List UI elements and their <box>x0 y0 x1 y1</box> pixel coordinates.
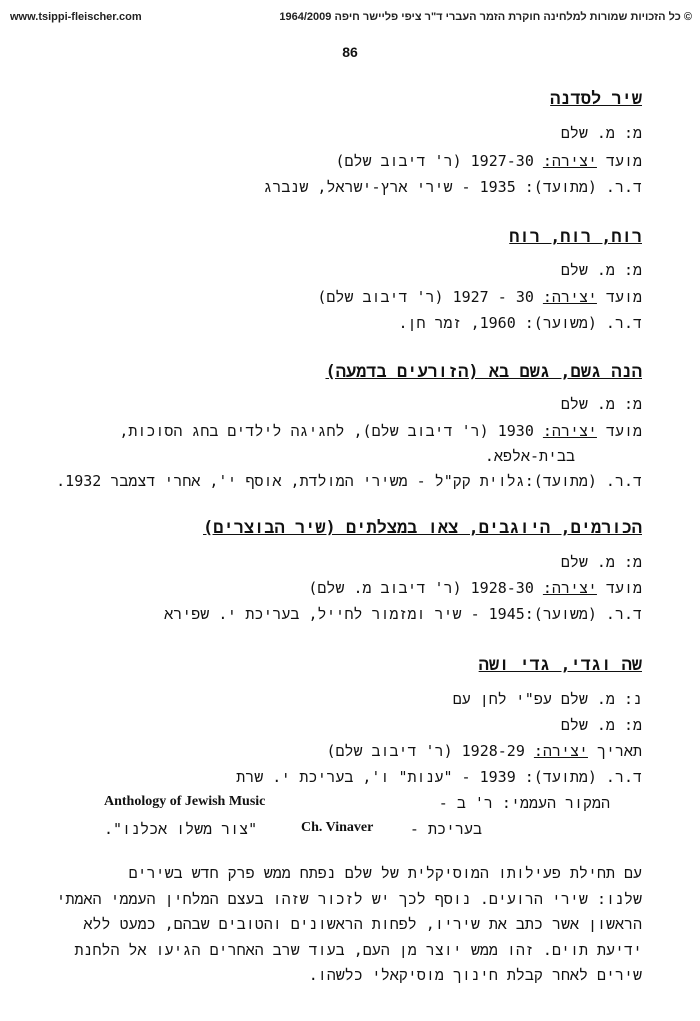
source-line: בעריכת - <box>409 820 482 838</box>
song-line: מועד יצירה: 1928-30 (ר' דיבוב מ. שלם) <box>308 579 642 597</box>
song-title: הנה גשם, גשם בא (הזורעים בדמעה) <box>325 362 642 382</box>
paragraph-line: שירים לאחר קבלת חינוך מוסיקאלי כלשהו. <box>308 966 642 984</box>
song-line: מועד יצירה: 30 - 1927 (ר' דיבוב שלם) <box>317 288 642 306</box>
song-title: רוח, רוח, רוח <box>509 227 642 247</box>
song-line: תאריך יצירה: 1928-29 (ר' דיבוב שלם) <box>326 742 642 760</box>
source-editor: Ch. Vinaver <box>301 820 374 835</box>
song-line: מועד יצירה: 1930 (ר' דיבוב שלם), לחגיגה לילדים בחג הסוכות, <box>119 422 642 440</box>
song-line: ד.ר. (מתועד):גלוית קק"ל - משירי המולדת, אוסף י', אחרי דצמבר 1932. <box>56 472 642 490</box>
song-title: שיר לסדנה <box>550 89 642 109</box>
song-line: מ: מ. שלם <box>560 553 642 571</box>
website-url: www.tsippi-fleischer.com <box>10 11 142 23</box>
song-line: ד.ר. (מתועד): 1935 - שירי ארץ-ישראל, שנברג <box>263 178 642 196</box>
copyright-notice: © כל הזכויות שמורות למלחינה חוקרת הזמר העברי ד"ר ציפי פליישר חיפה 1964/2009 <box>279 11 692 23</box>
paragraph-line: שלנו: שירי הרועים. נוסף לכך יש לזכור שזהו בעצם המלחין העממי האמתי <box>56 889 642 908</box>
song-line: ד.ר. (משוער):1945 - שיר ומזמור לחייל, בעריכת י. שפירא <box>164 605 642 623</box>
song-line: מועד יצירה: 1927-30 (ר' דיבוב שלם) <box>335 152 642 170</box>
source-line: המקור העממי: ר' ב - <box>438 794 610 812</box>
song-line: מ: מ. שלם <box>560 124 642 142</box>
song-line: בבית-אלפא. <box>484 447 575 465</box>
song-line: מ: מ. שלם <box>560 395 642 413</box>
source-song-title: "צור משלו אכלנו". <box>104 820 258 838</box>
song-title: שה וגדי, גדי ושה <box>478 655 642 675</box>
song-line: ד.ר. (מתועד): 1939 - "ענות" ו', בעריכת י. שרת <box>236 768 642 786</box>
song-line: מ: מ. שלם <box>560 716 642 734</box>
paragraph-line: עם תחילת פעילותו המוסיקלית של שלם נפתח ממש פרק חדש בשירים <box>128 864 642 882</box>
song-line: נ: מ. שלם עפ"י לחן עם <box>452 690 642 708</box>
song-line: ד.ר. (משוער): 1960, זמר חן. <box>398 314 642 332</box>
song-line: מ: מ. שלם <box>560 261 642 279</box>
body-paragraph <box>52 861 642 989</box>
song-title: הכורמים, היוגבים, צאו במצלתים (שיר הבוצרים) <box>203 518 642 538</box>
page-number: 86 <box>342 44 358 60</box>
paragraph-line: הראשון אשר כתב את שיריו, לפחות הראשונים והטובים שבהם, כמעט ללא <box>83 915 642 933</box>
paragraph-line: ידיעת תוים. זהו ממש יוצר מן העם, בעוד שרב האחרים הגיעו אל הלחנת <box>74 940 642 959</box>
source-book-title: Anthology of Jewish Music <box>104 794 266 809</box>
